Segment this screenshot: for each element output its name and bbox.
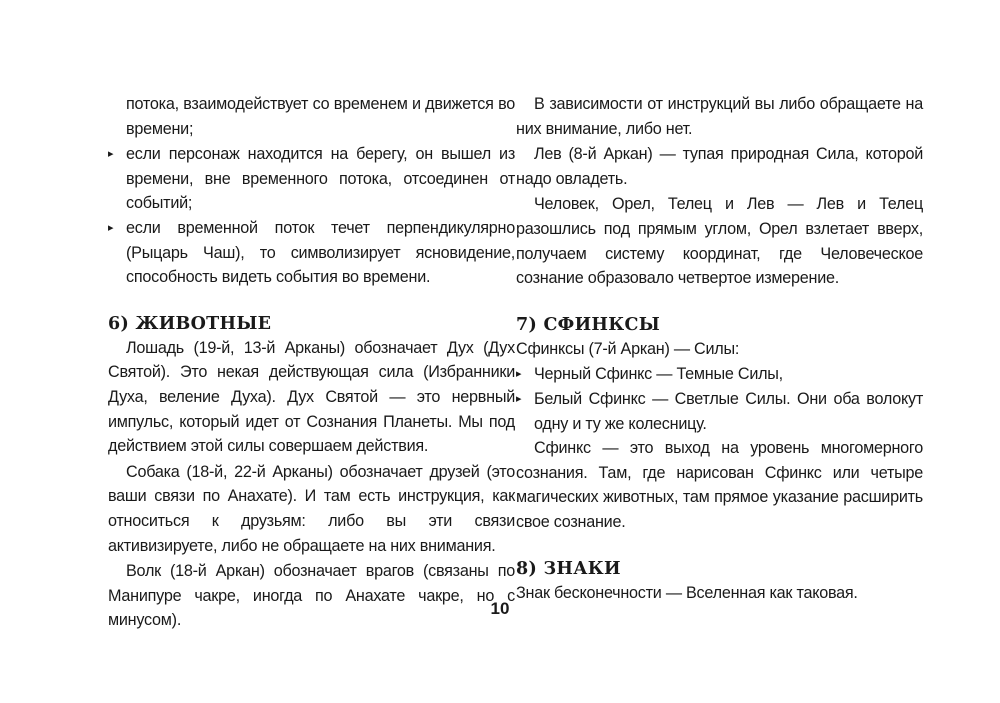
bullet-text: если персонаж находится на берегу, он вышел из времени, вне временного потока, отсоединен от событий; — [126, 145, 515, 213]
page-number: 10 — [490, 599, 510, 618]
bullet-text: если временной поток течет перпендикулярно (Рыцарь Чаш), то символизирует ясновидение, способность видеть события во времени. — [126, 218, 515, 287]
bullet-item — [516, 362, 923, 387]
right-column — [516, 92, 923, 606]
paragraph: Человек, Орел, Телец и Лев — Лев и Телец разошлись под прямым углом, Орел взлетает вверх, получаем систему координат, где Человеческое сознание образовало четвертое измерение. — [516, 195, 923, 288]
bullet-item — [108, 142, 515, 216]
bullet-icon: ▸ — [108, 221, 114, 234]
paragraph: В зависимости от инструкций вы либо обращаете на них внимание, либо нет. — [516, 95, 923, 138]
paragraph: Лошадь (19-й, 13-й Арканы) обозначает Дух (Дух Святой). Это некая действующая сила (Избранники Духа, веление Духа). Дух Святой — это нервный импульс, который идет от Сознания Планеты. Мы под действием этой силы совершаем действия. — [108, 338, 515, 456]
continued-paragraph: потока, взаимодействует со временем и движется во времени; — [126, 95, 515, 138]
bullet-item — [108, 216, 515, 290]
bullet-item — [516, 387, 923, 436]
bullet-icon: ▸ — [108, 148, 114, 161]
paragraph: Сфинкс — это выход на уровень многомерного сознания. Там, где нарисован Сфинкс или четыре магических животных, там прямое указание расширить свое сознание. — [516, 439, 923, 531]
bullet-text: Черный Сфинкс — Темные Силы, — [534, 365, 783, 384]
paragraph: Собака (18-й, 22-й Арканы) обозначает друзей (это ваши связи по Анахате). И там есть инструкция, как относиться к друзьям: либо вы эти связи активизируете, либо не обращаете на них внимания. — [108, 462, 515, 555]
paragraph: Лев (8-й Аркан) — тупая природная Сила, которой надо овладеть. — [516, 145, 923, 188]
section-heading-sphinxes: 7) СФИНКСЫ — [516, 314, 661, 335]
bullet-icon: ▸ — [516, 368, 522, 381]
bullet-icon: ▸ — [516, 392, 522, 405]
paragraph: Волк (18-й Аркан) обозначает врагов (связаны по Манипуре чакре, иногда по Анахате чакре, но с минусом). — [108, 562, 515, 630]
section-heading-animals: 6) ЖИВОТНЫЕ — [108, 313, 272, 334]
section-heading-signs: 8) ЗНАКИ — [516, 558, 621, 579]
paragraph: Сфинксы (7-й Аркан) — Силы: — [516, 339, 740, 358]
bullet-text: Белый Сфинкс — Светлые Силы. Они оба волокут одну и ту же колесницу. — [534, 389, 923, 433]
paragraph: Знак бесконечности — Вселенная как таковая. — [516, 583, 858, 602]
left-column — [108, 92, 515, 634]
